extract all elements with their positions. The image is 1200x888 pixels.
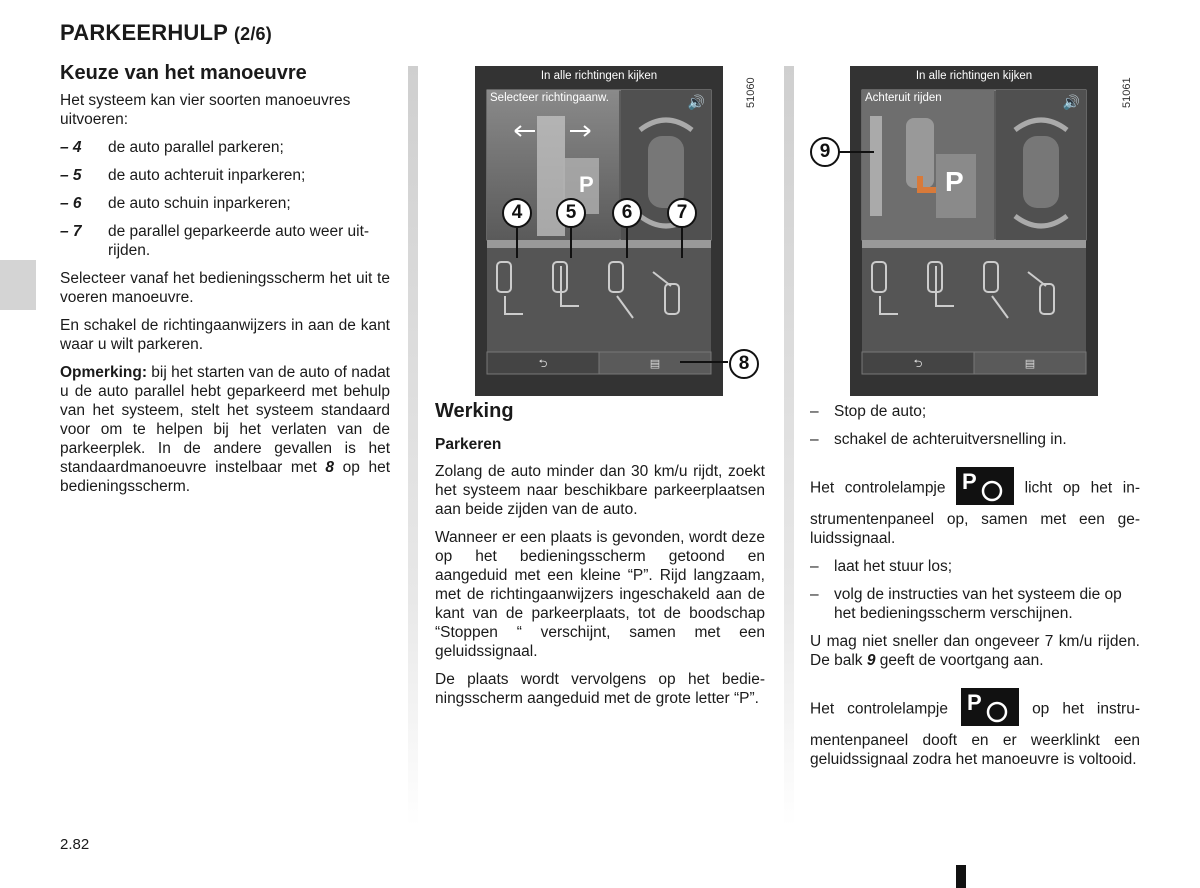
paragraph: En schakel de richtingaanwijzers in aan de kant waar u wilt parkeren. [60, 317, 390, 353]
callout-8: 8 [729, 349, 759, 379]
paragraph: Wanneer er een plaats is gevonden, wordt deze op het bedieningsscherm getoond en aangeduid met een kleine “P”. Rijd langzaam, met de richtingaanwijzers ingeschakeld aan de kant van de parkeerplaats, tot de boodschap “Stoppen “ verschijnt, samen met een geluidssignaal. [435, 529, 765, 660]
svg-text:⮌: ⮌ [913, 357, 923, 370]
section-heading: Keuze van het manoeuvre [60, 62, 307, 84]
speaker-icon: 🔊 [1062, 94, 1080, 110]
paragraph: U mag niet sneller dan ongeveer 7 km/u rijden. De balk 9 geeft de voortgang aan. [810, 633, 1140, 669]
column-werking [435, 402, 765, 717]
callout-9: 9 [810, 137, 840, 167]
park-assist-warning-icon [956, 467, 1014, 510]
callout-lines [470, 220, 750, 370]
list-item: – 5 de auto achteruit inparkeren; [60, 167, 306, 184]
dash-item: – schakel de achteruitversnelling in. [810, 431, 1067, 448]
page-title: PARKEERHULP (2/6) [60, 20, 272, 45]
column-instructions [810, 402, 1140, 778]
list-item: – 7 de parallel geparkeerde auto weer uitrijden. [60, 223, 370, 259]
figure-screen-2 [850, 66, 1098, 396]
park-assist-warning-icon [961, 688, 1019, 731]
dash-item: – Stop de auto; [810, 403, 927, 420]
screen-label: Achteruit rijden [865, 92, 942, 104]
screen-label: Selecteer richtingaanw. [490, 92, 609, 104]
page-number: 2.82 [60, 836, 90, 853]
callout-5: 5 [556, 198, 586, 228]
svg-text:P: P [962, 469, 977, 494]
screen-top-label: In alle richtingen kijken [915, 70, 1033, 82]
svg-text:P: P [967, 690, 982, 715]
dash-item: – volg de instructies van het systeem die op het bedieningsscherm verschijnen. [810, 586, 1122, 622]
p-letter: P [579, 172, 594, 197]
figure-code: 51060 [745, 77, 757, 108]
note-paragraph: Opmerking: bij het starten van de auto of nadat u de auto parallel hebt geparkeerd met behulp van het systeem, stelt het systeem standaard voor om te helpen bij het verlaten van de parkeerplek. In de andere gevallen is het standaardmanoeuvre instelbaar met 8 op het bedieningsscherm. [60, 364, 391, 495]
screen-illustration [850, 66, 1098, 396]
p-letter: P [945, 166, 964, 197]
column-keuze [60, 64, 390, 505]
subheading: Parkeren [435, 436, 502, 453]
paragraph-warning-light-on: Het controlelampje P licht op het instrumentenpaneel op, samen met een geluidssignaal. [810, 469, 1140, 547]
section-heading: Werking [435, 400, 514, 422]
callout-6: 6 [612, 198, 642, 228]
paragraph: Zolang de auto minder dan 30 km/u rijdt, zoekt het systeem naar beschikbare parkeerplaatsen aan beide zijden van de auto. [435, 463, 765, 518]
callout-line-9 [838, 148, 878, 158]
page-marker [956, 865, 966, 888]
paragraph: De plaats wordt vervolgens op het bedieningsscherm aangeduid met de grote letter “P”. [435, 671, 765, 707]
list-item: – 4 de auto parallel parkeren; [60, 139, 284, 156]
svg-text:▤: ▤ [1024, 357, 1036, 370]
paragraph: Selecteer vanaf het bedieningsscherm het uit te voeren manoeuvre. [60, 270, 390, 306]
list-item: – 6 de auto schuin inparkeren; [60, 195, 291, 212]
intro-text: Het systeem kan vier soorten manoeuvres uitvoeren: [60, 92, 351, 128]
column-divider [784, 66, 794, 826]
callout-7: 7 [667, 198, 697, 228]
speaker-icon: 🔊 [687, 94, 705, 110]
paragraph-warning-light-off: Het controlelampje P op het instrumentenpaneel dooft en er weerklinkt een geluidssignaal zodra het manoeuvre is voltooid. [810, 690, 1140, 768]
section-tab [0, 260, 36, 310]
screen-top-label: In alle richtingen kijken [540, 70, 658, 82]
svg-text:⮌: ⮌ [538, 357, 548, 370]
figure-code: 51061 [1121, 77, 1133, 108]
svg-text:▤: ▤ [649, 357, 661, 370]
column-divider [408, 66, 418, 826]
callout-4: 4 [502, 198, 532, 228]
dash-item: – laat het stuur los; [810, 558, 953, 575]
